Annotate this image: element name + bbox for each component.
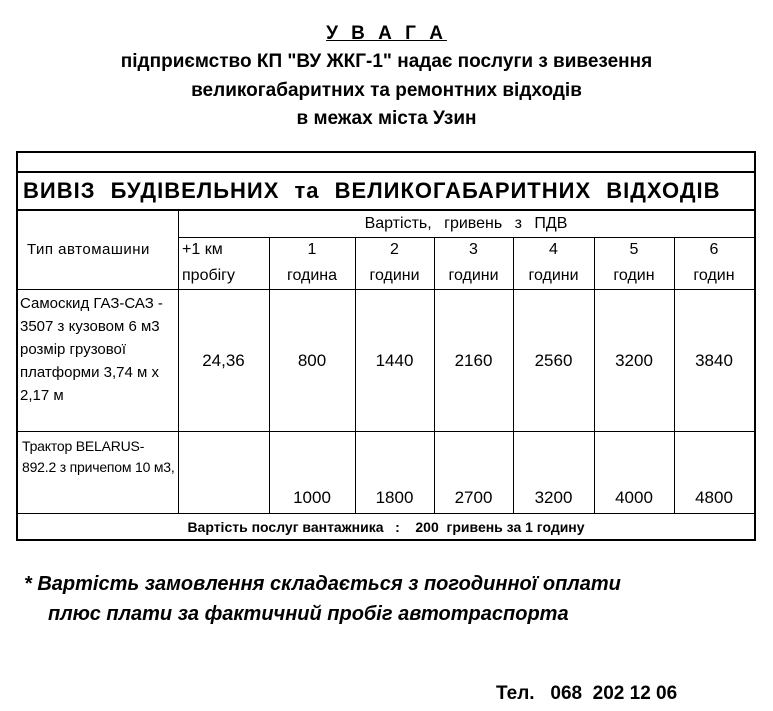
value-cell: 1440 xyxy=(375,351,414,370)
value-cell: 3200 xyxy=(615,351,653,370)
contact-phone: Тел. 068 202 12 06 xyxy=(496,683,678,704)
value-cell: 1800 xyxy=(375,488,414,507)
value-cell: 1000 xyxy=(293,488,331,507)
column-header-2-hours: 2 години xyxy=(369,241,420,284)
vehicle-tractor: Трактор BELARUS-892.2 з причепом 10 м3, xyxy=(22,438,175,475)
order-cost-note-line-1: * Вартість замовлення складається з погодинної оплати xyxy=(24,573,621,595)
value-cell: 2700 xyxy=(454,488,493,507)
vehicle-type-header: Тип автомашини xyxy=(27,241,150,258)
column-header-5-hours: 5 годин xyxy=(613,241,655,284)
value-cell: 4800 xyxy=(695,488,733,507)
value-cell: 800 xyxy=(297,351,327,370)
vehicle-dump-truck: Самоскид ГАЗ-САЗ - 3507 з кузовом 6 м3 розмір грузової платформи 3,74 м х 2,17 м xyxy=(20,295,163,404)
value-cell: 24,36 xyxy=(202,351,245,370)
loader-cost-note: Вартість послуг вантажника : 200 гривень за 1 годину xyxy=(187,519,585,535)
table-title: ВИВІЗ БУДІВЕЛЬНИХ та ВЕЛИКОГАБАРИТНИХ ВІДХОДІВ xyxy=(18,171,754,211)
announcement-line-1: підприємство КП "ВУ ЖКГ-1" надає послуги з вивезення xyxy=(120,51,653,72)
value-cell: 2560 xyxy=(534,351,573,370)
value-cell: 4000 xyxy=(615,488,653,507)
announcement-line-2: великогабаритних та ремонтних відходів xyxy=(191,80,582,101)
column-header-4-hours: 4 години xyxy=(528,241,579,284)
warning-title: У В А Г А xyxy=(326,23,447,44)
value-cell: 3840 xyxy=(695,351,733,370)
announcement-line-3: в межах міста Узин xyxy=(296,108,477,129)
column-header-1-hour: 1 година xyxy=(286,241,338,284)
column-header-km: +1 км пробігу xyxy=(182,241,236,284)
price-table xyxy=(16,151,756,541)
value-cell: 2160 xyxy=(454,351,493,370)
column-header-3-hours: 3 години xyxy=(448,241,499,284)
column-header-6-hours: 6 годин xyxy=(693,241,735,284)
price-header: Вартість, гривень з ПДВ xyxy=(364,215,568,232)
value-cell: 3200 xyxy=(534,488,573,507)
order-cost-note-line-2: плюс плати за фактичний пробіг автотраспорта xyxy=(48,603,569,625)
